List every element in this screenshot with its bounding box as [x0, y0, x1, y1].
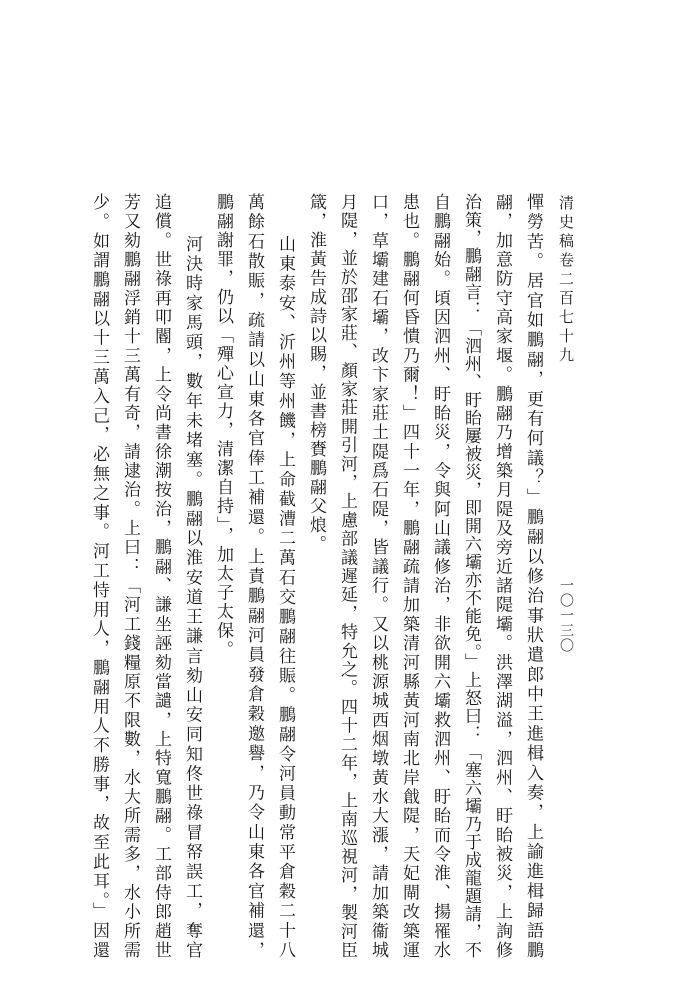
- text-column-9: 山東泰安、沂州等州饑，上命截漕二萬石交鵬翮往賑。鵬翮令河員動常平倉穀二十八: [275, 235, 295, 958]
- text-column-3: 治策，鵬翮言：「泗州、盱眙屢被災，即開六壩亦不能免。」上怒曰：「塞六壩乃于成龍題請，不: [461, 193, 481, 958]
- running-header-title: 清史稿卷二百七十九: [557, 195, 575, 366]
- text-column-8: 箴，淮黃告成詩以賜，並書榜賚鵬翮父烺。: [306, 193, 326, 554]
- text-column-12: 河決時家馬頭，數年未堵塞。鵬翮以淮安道王謙言劾山安同知佟世祿冒帑誤工，奪官: [182, 235, 202, 958]
- text-column-4: 自鵬翮始。頃因泗州、盱眙災，令與阿山議修治，非欲開六壩救泗州、盱眙而令淮、揚罹水: [430, 193, 450, 958]
- text-column-11: 鵬翮謝罪，仍以「殫心宣力，清潔自持」，加太子太保。: [213, 193, 233, 660]
- page-number: 一〇一三〇: [558, 578, 574, 653]
- text-column-5: 患也。鵬翮何昏憒乃爾！」四十一年，鵬翮疏請加築清河縣黃河南北岸戧隄，天妃閘改築運: [399, 193, 419, 958]
- text-column-10: 萬餘石散賑，疏請以山東各官俸工補還。上責鵬翮河員發倉穀邀譽，乃令山東各官補還，: [244, 193, 264, 958]
- text-column-15: 少。如謂鵬翮以十三萬入己，必無之事。河工恃用人，鵬翮用人不勝事，故至此耳。」因還: [89, 193, 109, 958]
- text-column-2: 翮，加意防守高家堰。鵬翮乃增築月隄及旁近諸隄壩。洪澤湖溢，泗州、盱眙被災，上詢修: [492, 193, 512, 958]
- text-column-7: 月隄，並於邵家莊、顏家莊開引河，上慮部議遲延，特允之。四十二年，上南巡視河，製河臣: [337, 193, 357, 958]
- text-column-1: 憚勞苦。居官如鵬翮，更有何議？」鵬翮以修治事狀遣郎中王進楫入奏，上諭進楫歸語鵬: [523, 193, 543, 958]
- text-column-14: 芳又劾鵬翮浮銷十三萬有奇，請逮治。上曰：「河工錢糧原不限數，水大所需多，水小所需: [120, 193, 140, 958]
- text-column-13: 追償。世祿再叩閽，上令尚書徐潮按治，鵬翮、謙坐誣劾當譴，上特寬鵬翮。工部侍郎趙世: [151, 193, 171, 958]
- text-column-6: 口，草壩建石壩，改卞家莊土隄爲石隄，皆議行。又以桃源城西烟墩黃水大漲，請加築衞城: [368, 193, 388, 958]
